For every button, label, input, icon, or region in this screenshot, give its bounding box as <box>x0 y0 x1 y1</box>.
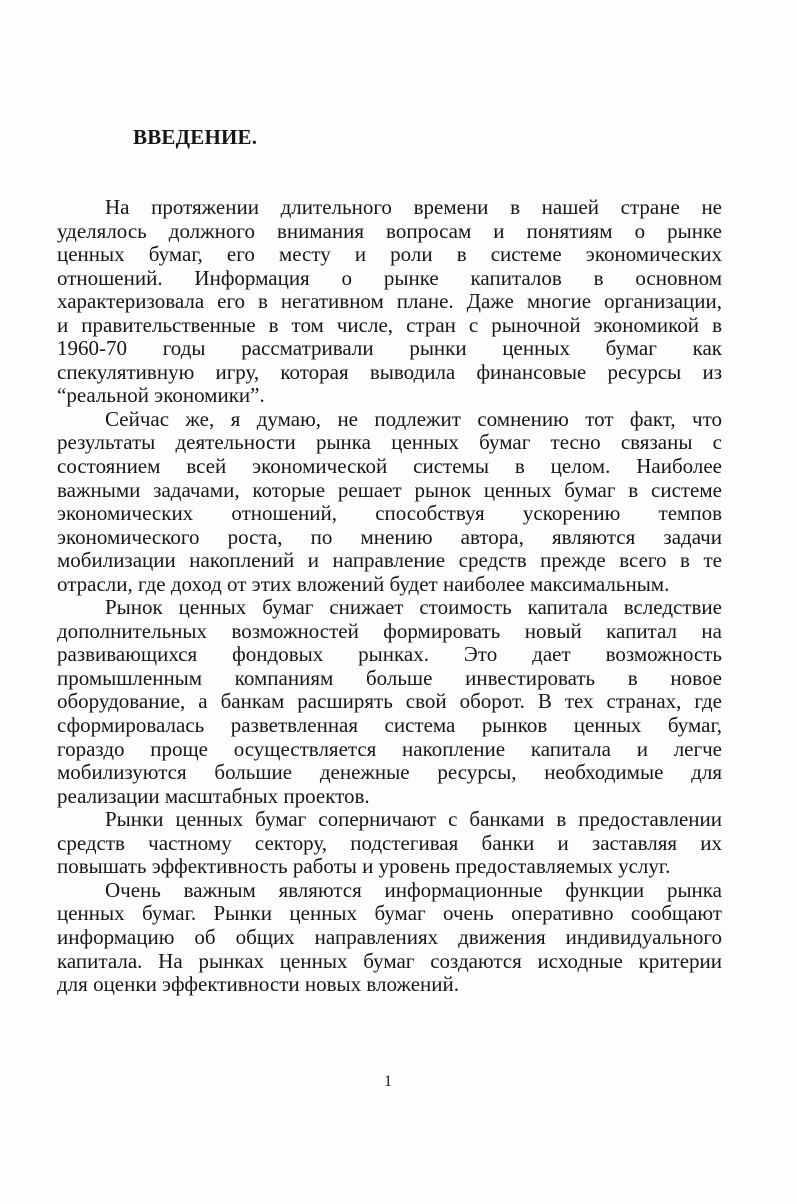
paragraph <box>57 196 722 408</box>
text-line: Сейчас же, я думаю, не подлежит сомнению тот факт, что <box>105 406 722 431</box>
text-line: информацию об общих направлениях движения индивидуального <box>57 924 722 949</box>
text-line: повышать эффективность работы и уровень предоставляемых услуг. <box>57 854 671 879</box>
text-line: Рынки ценных бумаг соперничают с банками в предоставлении <box>105 807 722 832</box>
body-text <box>57 196 722 997</box>
text-line: ценных бумаг, его месту и роли в системе экономических <box>57 242 722 267</box>
paragraph <box>57 879 722 997</box>
text-line: дополнительных возможностей формировать новый капитал на <box>57 618 722 643</box>
text-line: Рынок ценных бумаг снижает стоимость капитала вследствие <box>105 595 722 620</box>
text-line: результаты деятельности рынка ценных бумаг тесно связаны с <box>57 430 722 455</box>
text-line: отрасли, где доход от этих вложений будет наиболее максимальным. <box>57 571 670 596</box>
text-line: сформировалась разветвленная система рынков ценных бумаг, <box>57 713 722 738</box>
text-line: ценных бумаг. Рынки ценных бумаг очень оперативно сообщают <box>57 901 722 926</box>
text-line: Очень важным являются информационные функции рынка <box>105 877 722 902</box>
page-number: 1 <box>384 1073 392 1090</box>
text-line: гораздо проще осуществляется накопление капитала и легче <box>57 736 722 761</box>
text-line: экономического роста, по мнению автора, являются задачи <box>57 524 722 549</box>
text-line: мобилизации накоплений и направление средств прежде всего в те <box>57 548 722 573</box>
text-line: 1960-70 годы рассматривали рынки ценных бумаг как <box>57 336 722 361</box>
page-title: ВВЕДЕНИЕ. <box>133 125 258 149</box>
text-line: экономических отношений, способствуя ускорению темпов <box>57 501 722 526</box>
text-line: “реальной экономики”. <box>57 383 265 408</box>
text-line: средств частному сектору, подстегивая банки и заставляя их <box>57 830 722 855</box>
text-line: состоянием всей экономической системы в целом. Наиболее <box>57 454 722 479</box>
text-line: для оценки эффективности новых вложений. <box>57 972 459 997</box>
paragraph <box>57 596 722 808</box>
text-line: отношений. Информация о рынке капиталов в основном <box>57 265 722 290</box>
text-line: реализации масштабных проектов. <box>57 783 370 808</box>
text-line: капитала. На рынках ценных бумаг создаются исходные критерии <box>57 948 722 973</box>
paragraph <box>57 408 722 596</box>
text-line: оборудование, а банкам расширять свой оборот. В тех странах, где <box>57 689 722 714</box>
text-line: и правительственные в том числе, стран с рыночной экономикой в <box>57 312 722 337</box>
text-line: спекулятивную игру, которая выводила финансовые ресурсы из <box>57 359 722 384</box>
text-line: промышленным компаниям больше инвестировать в новое <box>57 665 722 690</box>
text-line: важными задачами, которые решает рынок ценных бумаг в системе <box>57 477 722 502</box>
text-line: характеризовала его в негативном плане. Даже многие организации, <box>57 289 722 314</box>
paragraph <box>57 808 722 879</box>
text-line: уделялось должного внимания вопросам и понятиям о рынке <box>57 218 722 243</box>
text-line: мобилизуются большие денежные ресурсы, необходимые для <box>57 760 722 785</box>
text-line: На протяжении длительного времени в нашей стране не <box>105 195 722 219</box>
text-line: развивающихся фондовых рынках. Это дает возможность <box>57 642 722 667</box>
